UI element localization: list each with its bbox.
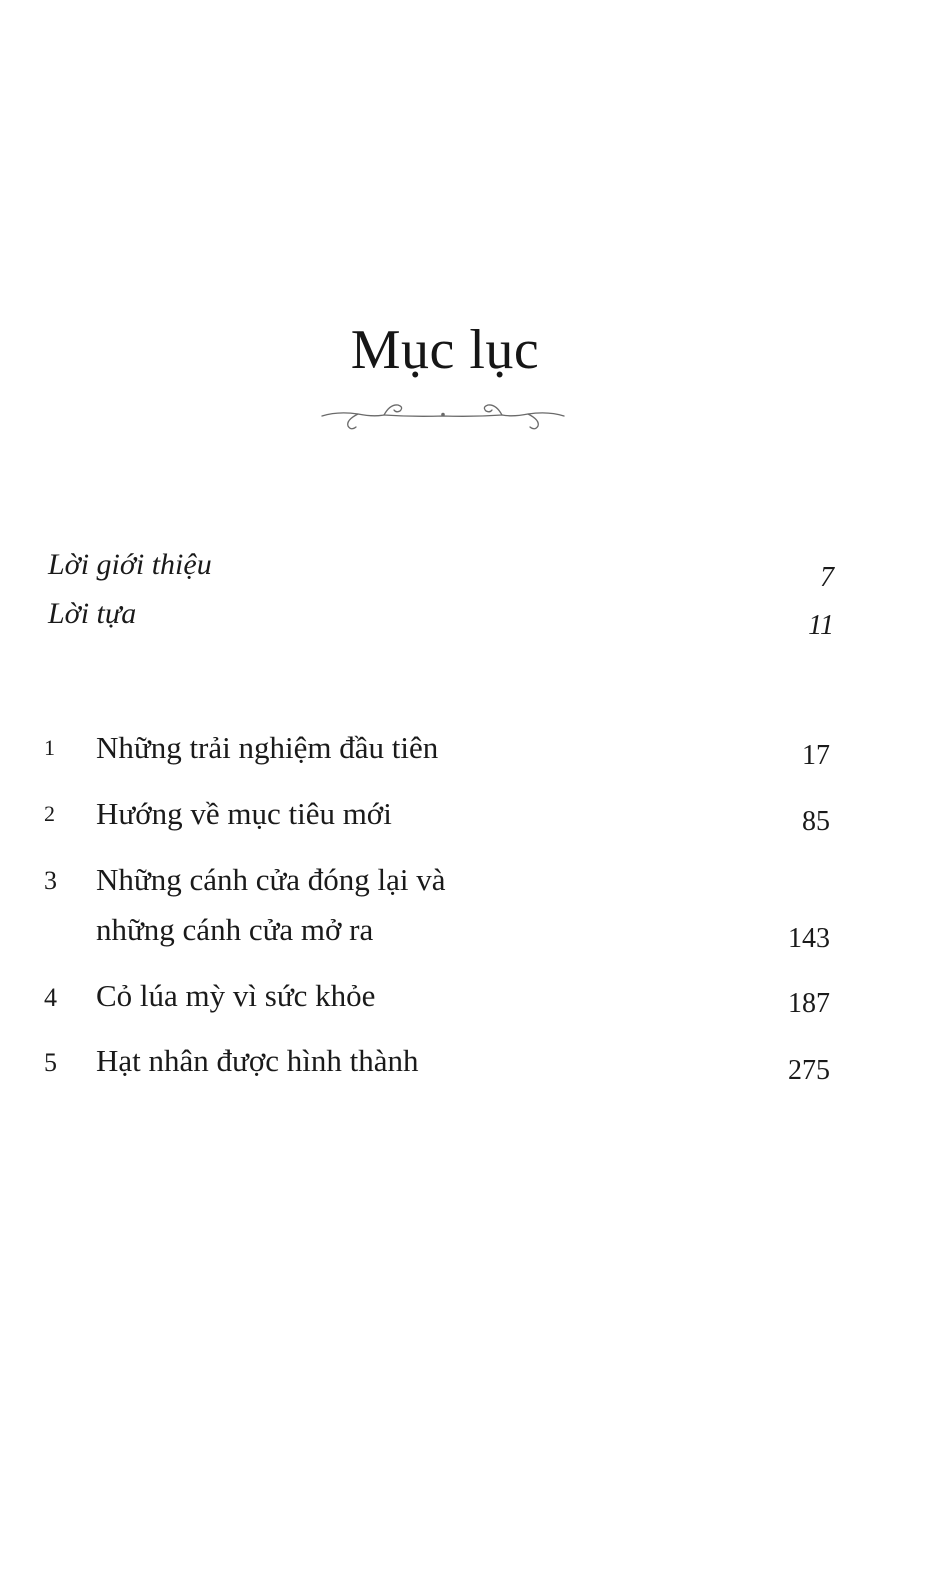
chapter-title: Những trải nghiệm đầu tiên	[96, 730, 439, 765]
flourish-divider-icon	[318, 398, 568, 438]
chapter-title-continued: những cánh cửa mở ra	[96, 912, 374, 947]
chapter-title: Những cánh cửa đóng lại và	[96, 862, 446, 897]
toc-entry-label: Lời tựa	[48, 597, 137, 630]
chapter-title: Cỏ lúa mỳ vì sức khỏe	[96, 978, 376, 1013]
chapter-number: 1	[44, 735, 55, 760]
toc-entry-page: 7	[820, 562, 834, 593]
chapter-number: 5	[44, 1048, 57, 1077]
page-title: Mục lục	[350, 319, 540, 381]
chapter-page: 17	[802, 740, 830, 771]
chapter-number: 4	[44, 983, 57, 1012]
chapter-page: 143	[788, 923, 830, 954]
chapter-page: 85	[802, 806, 830, 837]
toc-entry-label: Lời giới thiệu	[48, 548, 212, 581]
chapter-title: Hạt nhân được hình thành	[96, 1043, 419, 1078]
chapter-page: 275	[788, 1055, 830, 1086]
toc-entry-page: 11	[808, 610, 834, 641]
chapter-number: 2	[44, 801, 55, 826]
chapter-page: 187	[788, 988, 830, 1019]
chapter-title: Hướng về mục tiêu mới	[96, 796, 392, 831]
chapter-number: 3	[44, 866, 57, 895]
